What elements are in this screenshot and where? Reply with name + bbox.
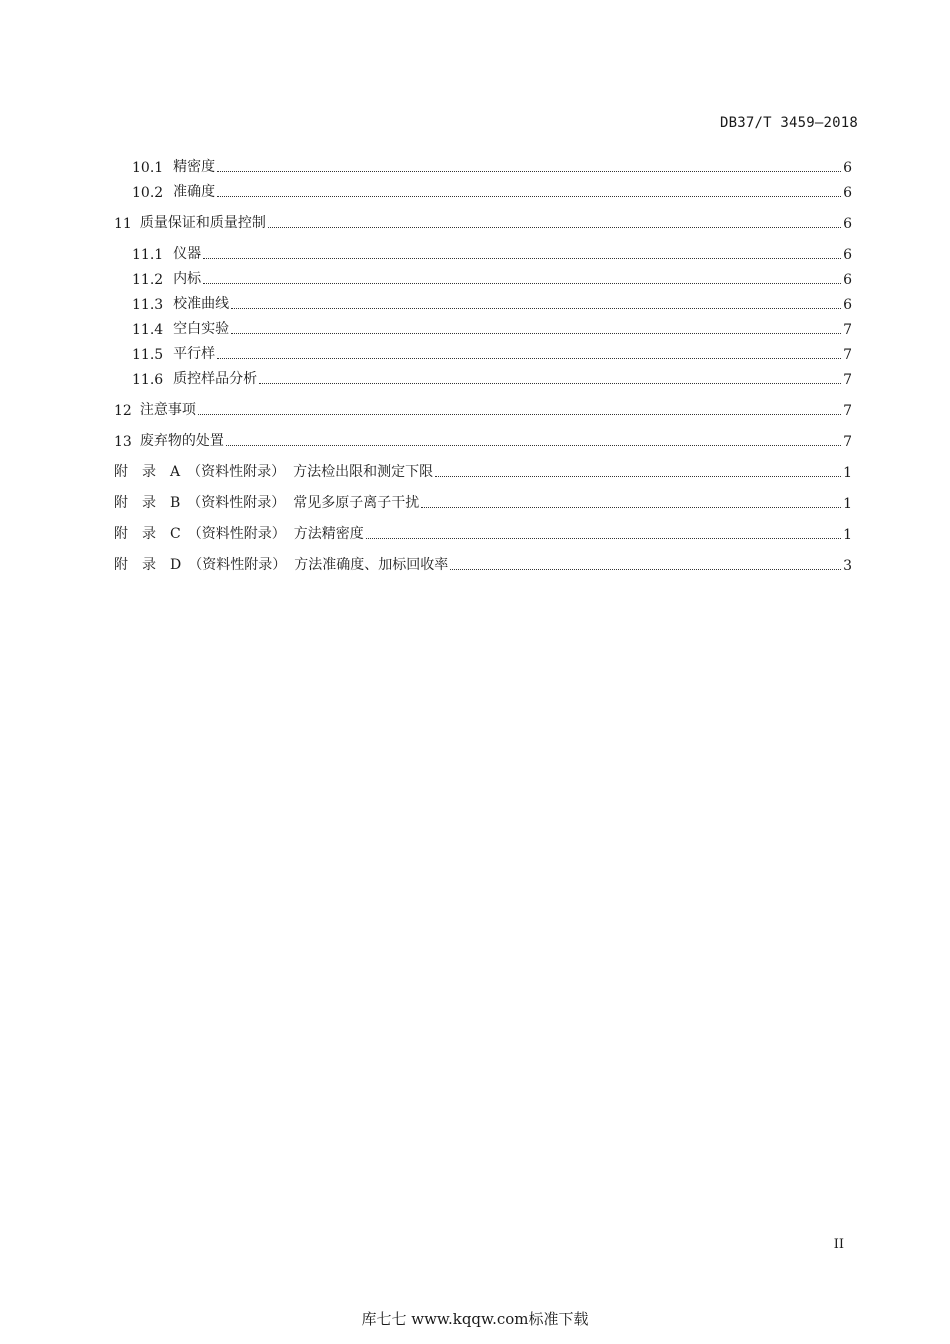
toc-page: 6 bbox=[843, 247, 852, 263]
toc-entry[interactable] bbox=[0, 268, 950, 288]
toc-entry[interactable] bbox=[0, 293, 950, 313]
toc-page: 1 bbox=[843, 496, 852, 512]
toc-page: 7 bbox=[843, 372, 852, 388]
toc-page: 3 bbox=[843, 558, 852, 574]
toc-leader bbox=[217, 170, 841, 172]
toc-leader bbox=[231, 307, 841, 309]
toc-number: 11.3 bbox=[132, 297, 164, 313]
toc-entry[interactable] bbox=[0, 243, 950, 263]
toc-title: 常见多原子离子干扰 bbox=[293, 495, 420, 511]
toc-leader bbox=[268, 226, 841, 228]
toc-leader bbox=[203, 257, 841, 259]
toc-leader bbox=[198, 413, 841, 415]
toc-leader bbox=[366, 537, 841, 539]
page-number: II bbox=[833, 1237, 844, 1252]
toc-appendix-entry[interactable] bbox=[0, 523, 950, 543]
toc-number: 11.1 bbox=[132, 247, 164, 263]
toc-leader bbox=[259, 382, 841, 384]
toc-page: 7 bbox=[843, 347, 852, 363]
toc-leader bbox=[217, 357, 841, 359]
toc-appendix-entry[interactable] bbox=[0, 492, 950, 512]
toc-leader bbox=[421, 506, 841, 508]
toc-page: 6 bbox=[843, 216, 852, 232]
toc-title: 校准曲线 bbox=[173, 296, 230, 312]
toc-page: 1 bbox=[843, 465, 852, 481]
toc-page: 7 bbox=[843, 434, 852, 450]
toc-number: 10.2 bbox=[132, 185, 164, 201]
toc-title: 方法准确度、加标回收率 bbox=[294, 557, 449, 573]
appendix-label: 附 录 C （资料性附录） bbox=[114, 526, 286, 542]
toc-entry[interactable] bbox=[0, 318, 950, 338]
toc-leader bbox=[217, 195, 841, 197]
toc-title: 平行样 bbox=[173, 346, 216, 362]
toc-title: 质控样品分析 bbox=[173, 371, 258, 387]
toc-leader bbox=[203, 282, 841, 284]
toc-number: 11.6 bbox=[132, 372, 164, 388]
toc-title: 注意事项 bbox=[139, 402, 196, 418]
appendix-label: 附 录 B （资料性附录） bbox=[114, 495, 286, 511]
toc-page: 6 bbox=[843, 272, 852, 288]
appendix-label: 附 录 D （资料性附录） bbox=[114, 557, 287, 573]
toc-entry[interactable] bbox=[0, 430, 950, 450]
toc-title: 内标 bbox=[173, 271, 202, 287]
toc-appendix-entry[interactable] bbox=[0, 554, 950, 574]
toc-leader bbox=[450, 568, 841, 570]
toc-page: 6 bbox=[843, 185, 852, 201]
toc-leader bbox=[435, 475, 841, 477]
toc-appendix-entry[interactable] bbox=[0, 461, 950, 481]
appendix-label: 附 录 A （资料性附录） bbox=[114, 464, 286, 480]
toc-number: 11.5 bbox=[132, 347, 164, 363]
toc-leader bbox=[226, 444, 841, 446]
toc-entry[interactable] bbox=[0, 181, 950, 201]
toc-entry[interactable] bbox=[0, 343, 950, 363]
toc-title: 准确度 bbox=[173, 184, 216, 200]
toc-number: 11.2 bbox=[132, 272, 164, 288]
toc-leader bbox=[231, 332, 841, 334]
toc-page: 6 bbox=[843, 297, 852, 313]
toc-page: 7 bbox=[843, 403, 852, 419]
toc-page: 1 bbox=[843, 527, 852, 543]
toc-title: 仪器 bbox=[173, 246, 202, 262]
toc-entry[interactable] bbox=[0, 156, 950, 176]
toc-title: 废弃物的处置 bbox=[139, 433, 224, 449]
watermark-text: 库七七 www.kqqw.com标准下载 bbox=[361, 1310, 589, 1328]
standard-code: DB37/T 3459—2018 bbox=[719, 115, 858, 131]
toc-entry[interactable] bbox=[0, 368, 950, 388]
toc-title: 空白实验 bbox=[173, 321, 230, 337]
toc-title: 方法精密度 bbox=[293, 526, 364, 542]
toc-page: 7 bbox=[843, 322, 852, 338]
toc-number: 12 bbox=[114, 403, 132, 419]
toc-entry[interactable] bbox=[0, 399, 950, 419]
toc-title: 精密度 bbox=[173, 159, 216, 175]
toc-number: 10.1 bbox=[132, 160, 164, 176]
toc-page: 6 bbox=[843, 160, 852, 176]
toc-number: 11 bbox=[114, 216, 132, 232]
toc-number: 13 bbox=[114, 434, 132, 450]
toc-entry[interactable] bbox=[0, 212, 950, 232]
toc-number: 11.4 bbox=[132, 322, 164, 338]
toc-title: 方法检出限和测定下限 bbox=[293, 464, 434, 480]
toc-title: 质量保证和质量控制 bbox=[139, 215, 266, 231]
